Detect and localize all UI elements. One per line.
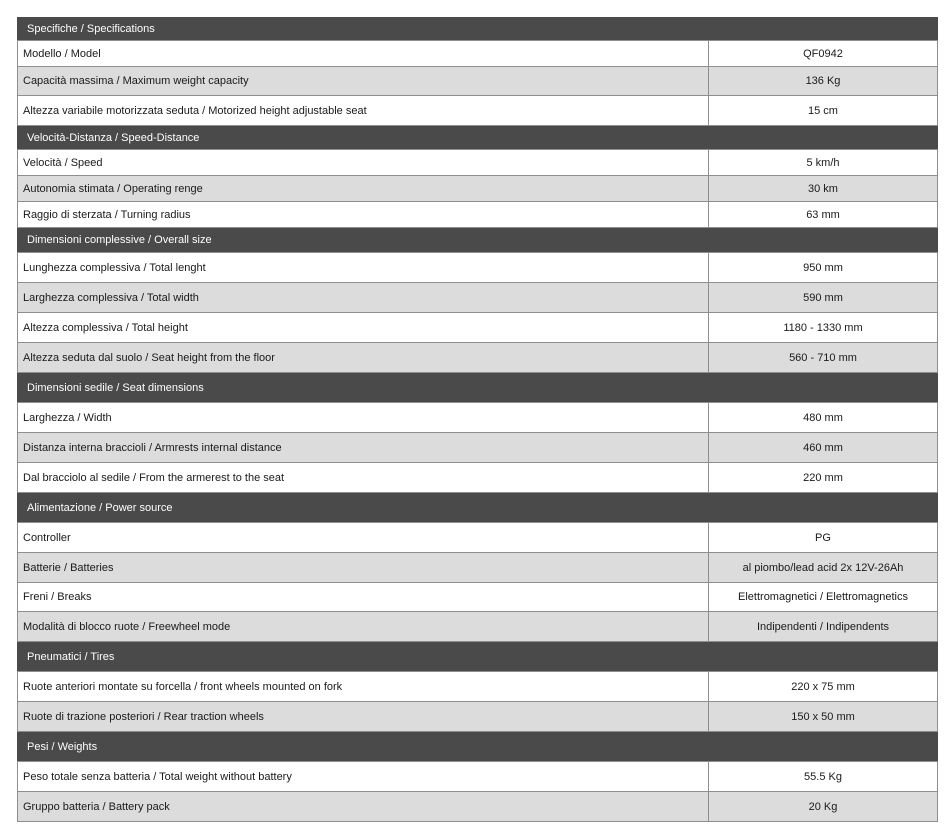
spec-row-total-width: [17, 283, 938, 313]
section-title: Pneumatici / Tires: [27, 650, 115, 663]
spec-label: Larghezza complessiva / Total width: [23, 291, 199, 304]
spec-value: 30 km: [708, 176, 937, 201]
spec-label: Larghezza / Width: [23, 411, 112, 424]
spec-row-seat-height-from-the-floor: [17, 343, 938, 373]
spec-value: 220 x 75 mm: [708, 672, 937, 701]
section-title: Velocità-Distanza / Speed-Distance: [27, 131, 200, 144]
spec-row-operating-renge: [17, 176, 938, 202]
spec-label: Gruppo batteria / Battery pack: [23, 800, 170, 813]
spec-label: Altezza variabile motorizzata seduta / Motorized height adjustable seat: [23, 104, 367, 117]
spec-label: Controller: [23, 531, 71, 544]
spec-value: 136 Kg: [708, 67, 937, 95]
spec-row-width: [17, 403, 938, 433]
spec-row-turning-radius: [17, 202, 938, 228]
spec-value: 480 mm: [708, 403, 937, 432]
spec-value: 560 - 710 mm: [708, 343, 937, 372]
spec-row-breaks: [17, 583, 938, 612]
spec-label: Autonomia stimata / Operating renge: [23, 182, 203, 195]
spec-value: 460 mm: [708, 433, 937, 462]
spec-row-controller: [17, 523, 938, 553]
spec-row-model: [17, 41, 938, 67]
spec-label: Ruote anteriori montate su forcella / front wheels mounted on fork: [23, 680, 343, 693]
spec-value: 15 cm: [708, 96, 937, 125]
spec-label: Raggio di sterzata / Turning radius: [23, 208, 191, 221]
section-title: Dimensioni complessive / Overall size: [27, 234, 212, 246]
section-header-speed-distance: [17, 126, 938, 150]
spec-row-batteries: [17, 553, 938, 583]
spec-row-rear-traction-wheels: [17, 702, 938, 732]
spec-row-front-wheels-mounted-on-fork: [17, 672, 938, 702]
spec-label: Altezza complessiva / Total height: [23, 321, 188, 334]
spec-table: [17, 17, 938, 822]
spec-row-total-lenght: [17, 253, 938, 283]
spec-value: QF0942: [708, 41, 937, 66]
spec-row-armrests-internal-distance: [17, 433, 938, 463]
spec-label: Peso totale senza batteria / Total weight without battery: [23, 770, 292, 783]
spec-label: Altezza seduta dal suolo / Seat height from the floor: [23, 351, 275, 364]
section-title: Alimentazione / Power source: [27, 501, 173, 514]
spec-value: 220 mm: [708, 463, 937, 492]
spec-label: Batterie / Batteries: [23, 561, 114, 574]
spec-value: 5 km/h: [708, 150, 937, 175]
spec-label: Modello / Model: [23, 47, 101, 60]
spec-value: 20 Kg: [708, 792, 937, 821]
section-title: Dimensioni sedile / Seat dimensions: [27, 381, 204, 394]
section-header-power-source: [17, 493, 938, 523]
section-header-seat-dimensions: [17, 373, 938, 403]
spec-row-motorized-height-adjustable-seat: [17, 96, 938, 126]
spec-value: Indipendenti / Indipendents: [708, 612, 937, 641]
spec-value: 150 x 50 mm: [708, 702, 937, 731]
section-header-overall-size: [17, 228, 938, 253]
section-title: Pesi / Weights: [27, 740, 98, 753]
spec-label: Distanza interna braccioli / Armrests internal distance: [23, 441, 282, 454]
spec-label: Velocità / Speed: [23, 156, 103, 169]
spec-value: Elettromagnetici / Elettromagnetics: [708, 583, 937, 611]
section-header-specifications: [17, 17, 938, 41]
spec-value: 1180 - 1330 mm: [708, 313, 937, 342]
spec-value: al piombo/lead acid 2x 12V-26Ah: [708, 553, 937, 582]
spec-label: Modalità di blocco ruote / Freewheel mode: [23, 620, 231, 633]
spec-row-total-height: [17, 313, 938, 343]
spec-value: 55.5 Kg: [708, 762, 937, 791]
spec-row-maximum-weight-capacity: [17, 67, 938, 96]
spec-row-speed: [17, 150, 938, 176]
spec-row-freewheel-mode: [17, 612, 938, 642]
spec-label: Ruote di trazione posteriori / Rear traction wheels: [23, 710, 264, 723]
section-header-weights: [17, 732, 938, 762]
section-header-tires: [17, 642, 938, 672]
section-title: Specifiche / Specifications: [27, 22, 155, 35]
spec-row-battery-pack: [17, 792, 938, 822]
spec-label: Dal bracciolo al sedile / From the armerest to the seat: [23, 471, 285, 484]
spec-value: PG: [708, 523, 937, 552]
spec-row-from-the-armerest-to-the-seat: [17, 463, 938, 493]
spec-value: 950 mm: [708, 253, 937, 282]
spec-label: Freni / Breaks: [23, 591, 92, 603]
spec-value: 590 mm: [708, 283, 937, 312]
spec-label: Capacità massima / Maximum weight capacity: [23, 75, 249, 87]
spec-value: 63 mm: [708, 202, 937, 227]
spec-label: Lunghezza complessiva / Total lenght: [23, 261, 206, 274]
spec-row-total-weight-without-battery: [17, 762, 938, 792]
